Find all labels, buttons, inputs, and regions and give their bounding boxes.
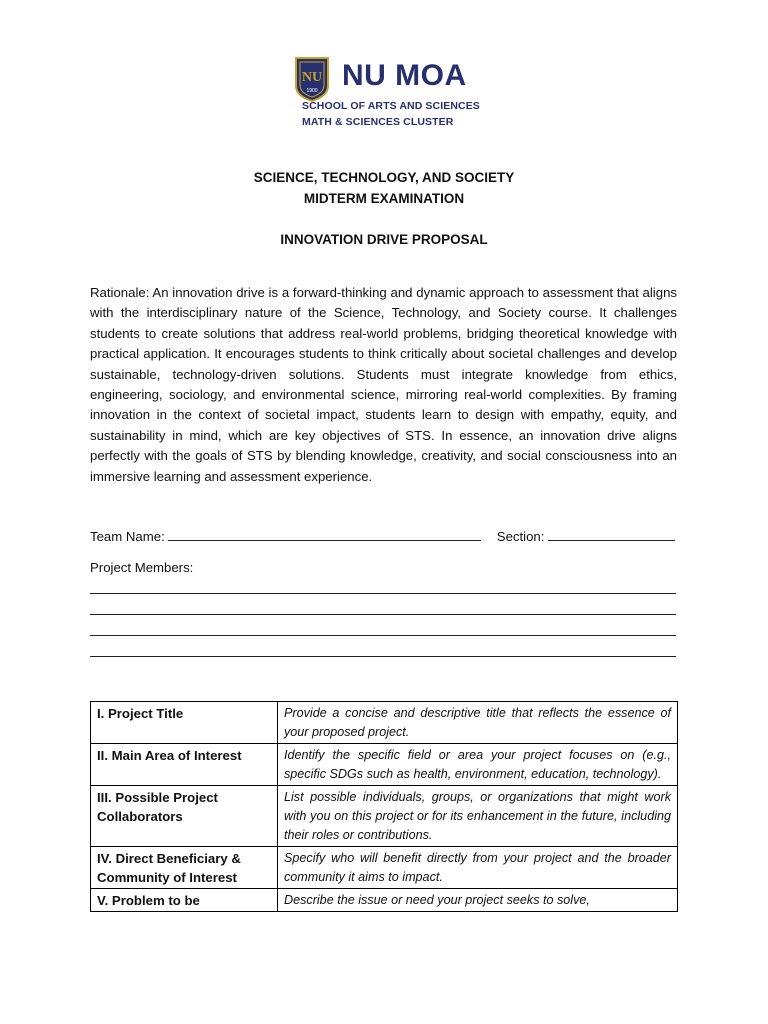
proposal-title: INNOVATION DRIVE PROPOSAL [280, 232, 488, 247]
row-description: Describe the issue or need your project seeks to solve, [278, 889, 678, 912]
table-row [91, 847, 678, 889]
member-line-1[interactable] [90, 593, 676, 594]
team-section-row [90, 528, 677, 544]
table-row [91, 744, 678, 786]
row-label: III. Possible Project Collaborators [91, 786, 278, 847]
table-row [91, 786, 678, 847]
exam-title: MIDTERM EXAMINATION [303, 191, 465, 206]
project-members-label: Project Members: [90, 560, 194, 575]
course-title: SCIENCE, TECHNOLOGY, AND SOCIETY [253, 170, 515, 185]
section-label: Section: [496, 529, 545, 544]
section-blank[interactable] [548, 528, 675, 541]
cluster-name: MATH & SCIENCES CLUSTER [302, 116, 454, 128]
table-row [91, 702, 678, 744]
row-description: Specify who will benefit directly from your project and the broader community it aims to impact. [278, 847, 678, 889]
seal-year: 1900 [306, 88, 318, 94]
university-seal-icon [294, 56, 330, 102]
school-logo [292, 56, 492, 134]
member-line-3[interactable] [90, 635, 676, 636]
proposal-table [90, 701, 678, 912]
row-description: List possible individuals, groups, or organizations that might work with you on this project or for its enhancement in the future, including their roles or contributions. [278, 786, 678, 847]
row-label: I. Project Title [91, 702, 278, 744]
member-line-2[interactable] [90, 614, 676, 615]
row-label: IV. Direct Beneficiary & Community of Interest [91, 847, 278, 889]
team-name-label: Team Name: [90, 529, 165, 544]
row-description: Identify the specific field or area your project focuses on (e.g., specific SDGs such as health, environment, education, technology). [278, 744, 678, 786]
table-row [91, 889, 678, 912]
row-description: Provide a concise and descriptive title that reflects the essence of your proposed project. [278, 702, 678, 744]
team-name-blank[interactable] [168, 528, 481, 541]
row-label: II. Main Area of Interest [91, 744, 278, 786]
rationale-paragraph: Rationale: An innovation drive is a forward-thinking and dynamic approach to assessment that aligns with the interdisciplinary nature of the Science, Technology, and Society course. It challenges students to create solutions that address real-world problems, bridging theoretical knowledge with practical application. It encourages students to think critically about societal challenges and develop sustainable, technology-driven solutions. Students must integrate knowledge from ethics, engineering, sociology, and environmental science, mirroring real-world complexities. By framing innovation in the context of societal impact, students learn to design with empathy, equity, and sustainability in mind, which are key objectives of STS. In essence, an innovation drive aligns perfectly with the goals of STS by blending knowledge, creativity, and social consciousness into an immersive learning and assessment experience. [90, 285, 677, 484]
row-label: V. Problem to be [91, 889, 278, 912]
school-name: SCHOOL OF ARTS AND SCIENCES [302, 100, 480, 112]
member-line-4[interactable] [90, 656, 676, 657]
seal-letters: NU [301, 70, 323, 85]
brand-name: NU MOA [342, 59, 467, 92]
